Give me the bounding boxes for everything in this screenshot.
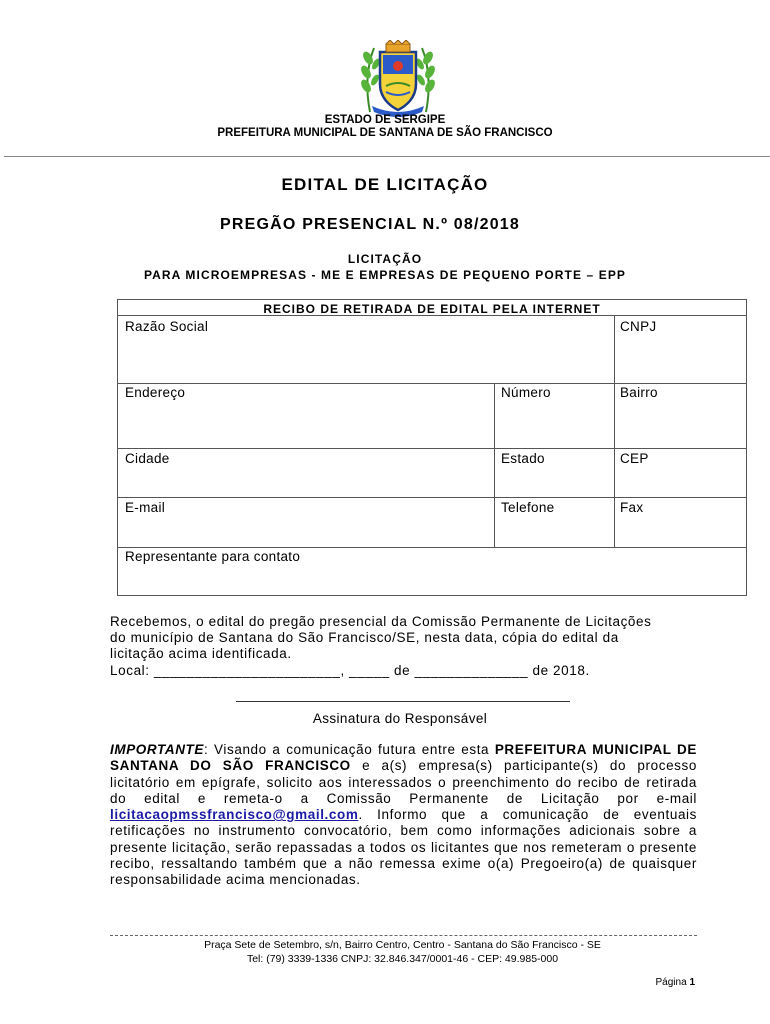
target-companies-label: PARA MICROEMPRESAS - ME E EMPRESAS DE PEQUENO PORTE – EPP [143,268,627,282]
state-name: ESTADO DE SERGIPE [324,114,446,126]
document-title: EDITAL DE LICITAÇÃO [281,175,489,194]
field-numero[interactable]: Número [501,385,551,400]
form-divider [118,383,746,384]
signature-label: Assinatura do Responsável [312,711,488,726]
field-email[interactable]: E-mail [125,500,166,515]
footer-divider [110,935,697,936]
form-heading: RECIBO DE RETIRADA DE EDITAL PELA INTERNET [263,302,601,316]
page-number [656,977,695,988]
receipt-line: do município de Santana do São Francisco/SE, nesta data, cópia do edital da [110,630,619,646]
form-divider [494,383,495,547]
receipt-line: Recebemos, o edital do pregão presencial da Comissão Permanente de Licitações [110,614,652,629]
form-divider [118,547,746,548]
field-fax[interactable]: Fax [620,500,644,515]
signature-line [236,701,570,702]
receipt-line: licitação acima identificada. [110,646,292,662]
important-notice [110,742,697,889]
footer-contact: Tel: (79) 3339-1336 CNPJ: 32.846.347/0001-46 - CEP: 49.985-000 [246,953,559,965]
receipt-local-line: Local: _______________________, _____ de ______________ de 2018. [110,662,590,678]
municipal-crest-logo [356,40,440,118]
important-text: . Informo que a comunicação de eventuais retificações no instrumento convocatório, bem como informações adicionais sobre a presente licitação, serão repassadas a todos os licitantes que nos remeteram o presente recibo, ressaltando também que a não remessa exime o(a) Pregoeiro(a) de quaisquer responsabilidade acima mencionadas. [110,807,697,888]
important-label: IMPORTANTE [110,742,205,757]
field-cep[interactable]: CEP [620,451,649,466]
form-divider [614,383,615,547]
field-cnpj[interactable]: CNPJ [620,319,657,334]
important-text: : Visando a comunicação futura entre esta [204,742,495,757]
field-telefone[interactable]: Telefone [501,500,555,515]
field-bairro[interactable]: Bairro [620,385,658,400]
prefeitura-name: PREFEITURA MUNICIPAL DE SANTANA DE SÃO FRANCISCO [217,127,553,139]
contact-email-link[interactable]: licitacaopmssfrancisco@gmail.com [110,807,359,823]
footer-address: Praça Sete de Setembro, s/n, Bairro Centro, Centro - Santana do São Francisco - SE [204,939,601,951]
field-representante[interactable]: Representante para contato [125,549,301,564]
field-cidade[interactable]: Cidade [125,451,170,466]
page-number-value: 1 [689,977,695,988]
page-label: Página [655,977,687,988]
form-divider [614,315,615,383]
important-text: e a(s) empresa(s) participante(s) do processo licitatório em epígrafe, solicito aos interessados o preenchimento do recibo de retirada do edital e remeta-o a Comissão Permanente de Licitação por e-mail [110,758,697,806]
field-estado[interactable]: Estado [501,451,545,466]
prefeitura-name-bold: PREFEITURA MUNICIPAL DE SANTANA DO SÃO FRANCISCO [110,742,697,774]
field-razao-social[interactable]: Razão Social [125,319,209,334]
form-divider [118,497,746,498]
header-divider [4,156,770,157]
form-divider [118,315,746,316]
receipt-text [110,614,697,679]
pregao-number: PREGÃO PRESENCIAL N.º 08/2018 [220,216,520,233]
field-endereco[interactable]: Endereço [125,385,186,400]
receipt-form-table [117,299,747,596]
licitacao-label: LICITAÇÃO [347,252,423,266]
form-divider [118,448,746,449]
